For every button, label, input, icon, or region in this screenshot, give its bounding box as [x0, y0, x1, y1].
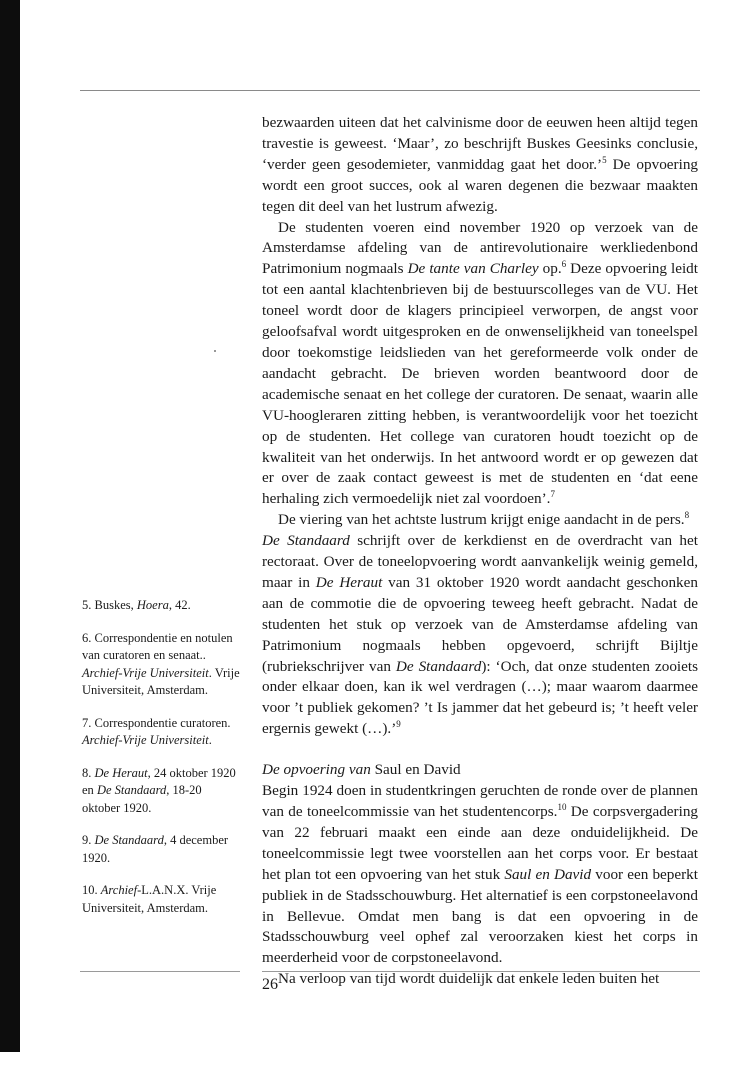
page-number: 26	[262, 976, 278, 993]
header-rule	[80, 90, 700, 91]
play-title: Saul en David	[504, 865, 592, 883]
scan-speck	[214, 350, 216, 352]
notes-bottom-rule	[80, 971, 240, 972]
play-title: De tante van Charley	[407, 260, 539, 278]
footnote-ref-7[interactable]: 7	[550, 489, 555, 500]
footnote-ref-6[interactable]: 6	[561, 259, 567, 270]
abbr-vu: VU	[262, 406, 284, 424]
main-text-column	[262, 113, 698, 990]
paragraph-2: De studenten voeren eind november 1920 op verzoek van de Amsterdamse afdeling van de antirevolutionaire werkliedenbond Patrimonium nogmaals De tante van Charley op.$^6$ Deze opvoering leidt tot een aantal klachtenbrieven bij de bestuurscolleges van de VU. Het toneel wordt door de klagers principieel verworpen, de angst voor geloofsafval wordt uitgesproken en de onwenselijkheid van toneelspel door toekomstige leidslieden van het gereformeerde volk onder de aandacht gebracht. De brieven worden beantwoord door de academische senaat en het college der curatoren. De senaat, waarin alle VU-hoogleraren zitting hebben, is verantwoordelijk voor het toezicht op de studenten. Het college van curatoren houdt toezicht op de kwaliteit van het onderwijs. In het antwoord wordt er op gewezen dat er over de zaak contact geweest is met de studenten en ‘dat eene herhaling zich vermoedelijk niet zal voordoen’.$^7$	[262, 218, 698, 508]
footnote-ref-5[interactable]: 5	[602, 154, 607, 165]
footnote-10: 10. Archief-L.A.N.X. Vrije Universiteit, Amsterdam.	[82, 883, 217, 915]
newspaper-title: De Standaard	[262, 532, 350, 550]
footnote-ref-9[interactable]: 9	[396, 719, 401, 730]
footnote-ref-8[interactable]: 8	[684, 510, 690, 521]
section-heading: De opvoering van Saul en David	[262, 761, 461, 779]
footnote-9: 9. De Standaard, 4 december 1920.	[82, 833, 229, 865]
footnote-5: 5. Buskes, Hoera, 42.	[82, 598, 191, 612]
paragraph-1: bezwaarden uiteen dat het calvinisme door de eeuwen heen altijd tegen travestie is geweest. ‘Maar’, zo beschrijft Buskes Geesinks conclusie, ‘verder geen gesodemieter, vanmiddag gaat het door.’$^5$ De opvoering wordt een groot succes, ook al waren degenen die bezwaar maakten tegen dit deel van het lustrum afwezig.	[262, 114, 699, 215]
footnote-7: 7. Correspondentie curatoren. Archief-Vrije Universiteit.	[82, 715, 231, 747]
paragraph-4: Begin 1924 doen in studentkringen geruchten de ronde over de plannen van de toneelcommissie van het studentencorps.$^{10}$ De corpsvergadering van 22 februari maakt een einde aan deze onduidelijkheid. De toneelcommissie legt twee voorstellen aan het corps voor. Er bestaat het plan tot een opvoering van het stuk Saul en David voor een beperkt publiek in de Stadsschouwburg. Het alternatief is een corpstoneelavond in Bellevue. Omdat men bang is dat een opvoering in de Stadsschouwburg veel ophef zal veroorzaken kiest het corps in meerderheid voor de corpstoneelavond.	[262, 782, 699, 967]
margin-notes	[82, 597, 242, 917]
body-bottom-rule	[262, 971, 700, 972]
newspaper-title: De Heraut	[315, 573, 383, 591]
footnote-6: 6. Correspondentie en notulen van curatoren en senaat.. Archief-Vrije Universiteit. Vrije Universiteit, Amsterdam.	[82, 630, 240, 697]
newspaper-title: De Standaard	[395, 657, 482, 675]
abbr-vu: VU	[645, 281, 668, 299]
footnote-8: 8. De Heraut, 24 oktober 1920 en De Standaard, 18-20 oktober 1920.	[82, 765, 236, 815]
paragraph-5: Na verloop van tijd wordt duidelijk dat enkele leden buiten het	[278, 970, 660, 988]
footnote-ref-10[interactable]: 10	[557, 802, 567, 812]
paragraph-3: De viering van het achtste lustrum krijgt enige aandacht in de pers.$^8$ De Standaard schrijft over de kerkdienst en de overdracht van het rectoraat. Over de toneelopvoering wordt aanvankelijk weinig gemeld, maar in De Heraut van 31 oktober 1920 wordt aandacht geschonken aan de commotie die de opvoering teweeg heeft gebracht. Nadat de studenten het stuk op verzoek van de Amsterdamse afdeling van Patrimonium nogmaals hebben opgevoerd, schrijft Bijltje (rubriekschrijver van De Standaard): ‘Och, dat onze studenten zooiets onder elkaar doen, kan ik wel verdragen (…); maar waarom daarmee voor ’t publiek gekomen? ’t Is jammer dat het gebeurd is; ’t heeft veler ergernis gewekt (…).’$^9$	[262, 510, 699, 738]
binding-edge	[0, 0, 20, 1052]
